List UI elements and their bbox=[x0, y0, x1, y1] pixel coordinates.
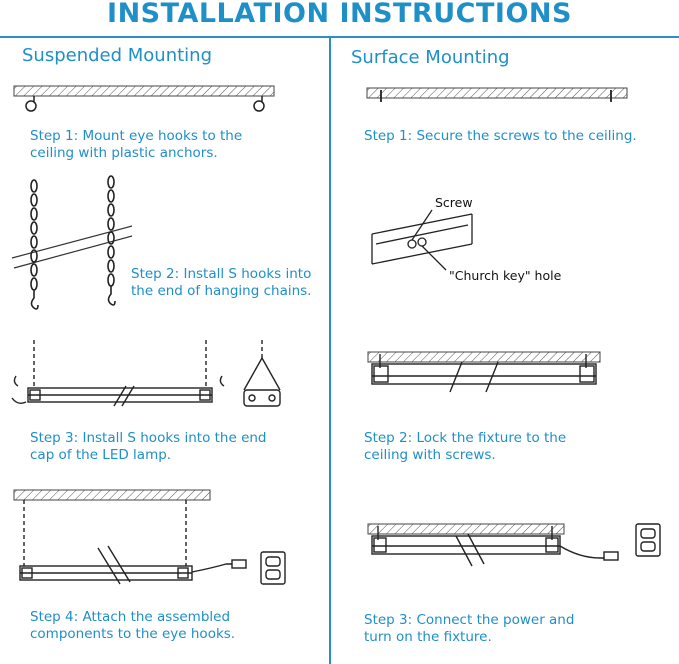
chains-and-s-hooks-illustration bbox=[10, 170, 135, 315]
title-divider bbox=[0, 36, 679, 38]
surface-mounted-fixture-illustration bbox=[366, 348, 606, 394]
suspended-mounting-heading: Suspended Mounting bbox=[22, 45, 213, 66]
right-step-2-text: Step 2: Lock the fixture to the ceiling with screws. bbox=[364, 430, 567, 463]
left-step-2-text: Step 2: Install S hooks into the end of hanging chains. bbox=[131, 266, 312, 299]
left-step-1-text: Step 1: Mount eye hooks to the ceiling with plastic anchors. bbox=[30, 128, 243, 161]
surface-mounting-heading: Surface Mounting bbox=[351, 47, 510, 68]
powered-fixture-illustration bbox=[366, 520, 666, 570]
column-divider bbox=[329, 36, 331, 664]
left-step-3-text: Step 3: Install S hooks into the end cap of the LED lamp. bbox=[30, 430, 267, 463]
left-step-4-text: Step 4: Attach the assembled components to the eye hooks. bbox=[30, 609, 236, 642]
assembled-suspended-fixture-illustration bbox=[12, 486, 292, 592]
page-title: INSTALLATION INSTRUCTIONS bbox=[107, 0, 572, 29]
church-key-hole-label: "Church key" hole bbox=[449, 268, 562, 283]
right-step-3-text: Step 3: Connect the power and turn on the fixture. bbox=[364, 612, 575, 645]
right-step-1-text: Step 1: Secure the screws to the ceiling. bbox=[364, 128, 637, 144]
screw-label: Screw bbox=[435, 195, 473, 210]
ceiling-screws-illustration bbox=[365, 84, 630, 106]
lamp-end-cap-illustration bbox=[8, 338, 298, 420]
ceiling-eye-hooks-illustration bbox=[12, 82, 277, 116]
